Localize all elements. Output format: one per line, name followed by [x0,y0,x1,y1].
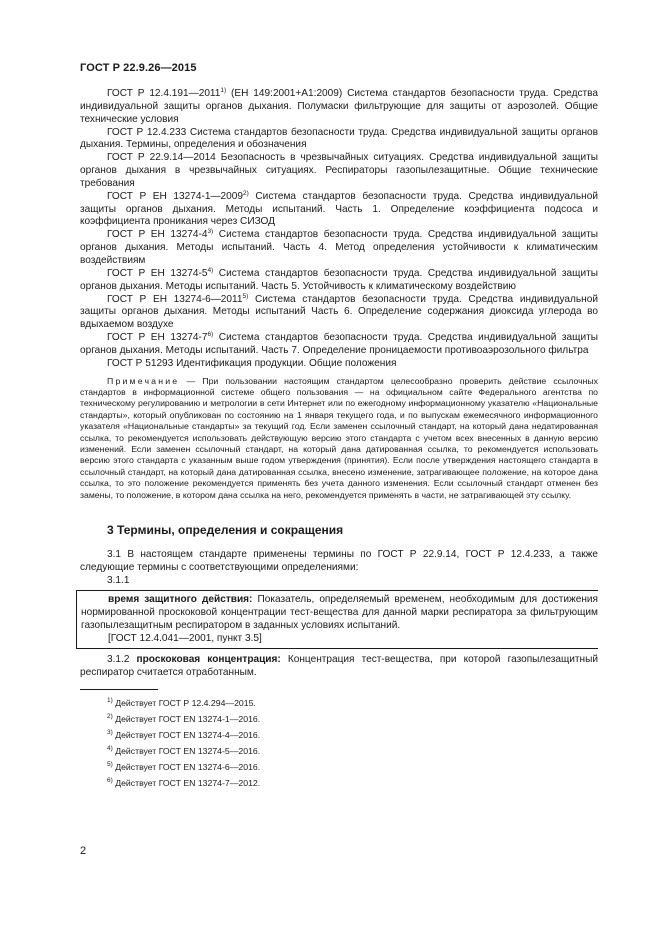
reference-title: Система стандартов безопасности труда. Средства индивидуальной защиты органов дыхания. Методы испытаний Часть 6. Определение содержания диоксида углерода во вдыхаемом воздухе [80,293,598,331]
term-source: [ГОСТ 12.4.041—2001, пункт 3.5] [108,632,262,644]
reference-title: Система стандартов безопасности труда. Средства индивидуальной защиты органов дыхания. Методы испытаний. Часть 5. Устойчивость к климатическому воздействию [80,267,598,292]
footnote-mark: 3) [207,228,214,236]
reference-code: ГОСТ Р ЕН 13274-7 [107,332,208,344]
reference-title: Безопасность в чрезвычайных ситуациях. Средства индивидуальной защиты органов дыхания в чрезвычайных ситуациях. Респираторы газопылезащитные. Общие технические требования [80,152,599,189]
reference-code: ГОСТ Р ЕН 13274-6—2011 [107,293,243,305]
footnote-mark: 4) [207,266,214,274]
reference-item [80,332,598,358]
reference-code: ГОСТ Р 22.9.14—2014 [107,152,216,164]
reference-item [80,229,598,268]
note-text: — При пользовании настоящим стандартом целесообразно проверить действие ссылочных стандартов в информационной системе общего пользования — на официальном сайте Федерального агентства по техническому регулированию и метрологии в сети Интернет или по ежегодному информационному указателю «Национальные стандарты», который опубликован по состоянию на 1 января текущего года, и по выпускам ежемесячного информационного указателя «Национальные стандарты» за текущий год. Если заменен ссылочный стандарт, на который дана недатированная ссылка, то рекомендуется использовать действующую версию этого стандарта с учетом всех внесенных в данную версию изменений. Если заменен ссылочный стандарт, на который дана датированная ссылка, то рекомендуется использовать версию этого стандарта с указанным выше годом утверждения (принятия). Если после утверждения настоящего стандарта в ссылочный стандарт, на который дана датированная ссылка, внесено изменение, затрагивающее положение, на которое дана ссылка, то это положение рекомендуется применять без учета данного изменения. Если ссылочный стандарт отменен без замены, то положение, в котором дана ссылка на него, рекомендуется применять в части, не затрагивающей эту ссылку. [80,375,598,500]
reference-code: ГОСТ Р 12.4.233 [107,126,187,138]
note-paragraph [80,376,598,501]
reference-code: ГОСТ Р 51293 [107,357,174,369]
normative-references-list [80,88,598,371]
reference-code: ГОСТ Р ЕН 13274-1—2009 [107,190,244,202]
term-name: проскоковая концентрация: [136,653,281,665]
clause-3-1-1-number: 3.1.1 [107,574,130,586]
reference-title: Идентификация продукции. Общие положения [173,357,397,369]
reference-code: ГОСТ Р ЕН 13274-5 [107,267,208,279]
page-number: 2 [80,845,87,857]
clause-3-1: 3.1 В настоящем стандарте применены термины по ГОСТ Р 22.9.14, ГОСТ Р 12.4.233, а также следующие термины с соответствующими определениями: [80,548,598,573]
term-text: Концентрация тест-вещества, при которой газопылезащитный респиратор считается отработанным. [80,653,598,678]
footnote-divider [80,689,158,690]
section-heading: 3 Термины, определения и сокращения [107,523,344,538]
reference-item [80,191,598,230]
footnote-number: 6) [107,777,113,785]
footnote-item [80,743,598,759]
note-label: Примечание [107,375,180,386]
reference-item [80,358,598,371]
reference-item [80,268,598,294]
footnotes [80,695,598,791]
reference-title: Система стандартов безопасности труда. Средства индивидуальной защиты органов дыхания. Термины, определения и обозначения [80,126,598,151]
reference-code: ГОСТ Р 12.4.191—2011 [107,88,221,99]
footnote-item [80,775,598,791]
footnote-item [80,711,598,727]
page-body [80,88,598,791]
footnote-text: Действует ГОСТ EN 13274-1—2016. [112,714,261,725]
footnote-text: Действует ГОСТ EN 13274-5—2016. [112,746,261,757]
reference-title: Система стандартов безопасности труда. Средства индивидуальной защиты органов дыхания. Методы испытаний. Часть 1. Определение коэффициента подсоса и коэффициента проникания через СИЗОД [80,190,598,228]
footnote-text: Действует ГОСТ EN 13274-6—2016. [112,762,261,773]
term-definition [81,594,598,633]
footnote-number: 3) [107,729,113,737]
footnote-number: 5) [107,761,113,769]
term-name: время защитного действия: [108,594,253,606]
reference-item [80,127,598,153]
footnote-number: 2) [107,713,113,721]
footnote-text: Действует ГОСТ EN 13274-4—2016. [112,730,261,741]
footnote-mark: 6) [207,331,214,339]
footnote-item [80,695,598,711]
reference-item [80,294,598,333]
footnote-text: Действует ГОСТ Р 12.4.294—2015. [112,698,256,709]
footnote-mark: 2) [243,189,249,197]
clause-3-1-2 [80,654,598,680]
footnote-item [80,759,598,775]
footnote-mark: 1) [220,87,227,94]
reference-title: Система стандартов безопасности труда. Средства индивидуальной защиты органов дыхания. Методы испытаний. Часть 7. Определение проницаемости противоаэрозольного фильтра [80,332,598,356]
footnote-number: 1) [107,697,113,705]
footnote-item [80,727,598,743]
clause-number: 3.1.2 [107,653,137,665]
running-header: ГОСТ Р 22.9.26—2015 [80,62,197,74]
reference-item [80,88,598,127]
term-text: Показатель, определяемый временем, необходимым для достижения нормированной проскоковой концентрации тест-вещества для данной марки респиратора за фильтрующим газопылезащитным респиратором в заданных условиях испытаний. [81,594,598,632]
footnote-mark: 5) [242,292,249,300]
footnote-text: Действует ГОСТ EN 13274-7—2012. [112,778,261,789]
reference-item [80,152,598,191]
reference-title: (ЕН 149:2001+А1:2009) Система стандартов безопасности труда. Средства индивидуальной защиты органов дыхания. Полумаски фильтрующие для защиты от аэрозолей. Общие технические условия [80,88,598,125]
footnote-number: 4) [107,745,113,753]
term-definition-box [76,590,598,648]
reference-title: Система стандартов безопасности труда. Средства индивидуальной защиты органов дыхания. Методы испытаний. Часть 4. Метод определения устойчивости к климатическим воздействиям [80,229,598,266]
reference-code: ГОСТ Р ЕН 13274-4 [107,229,208,241]
